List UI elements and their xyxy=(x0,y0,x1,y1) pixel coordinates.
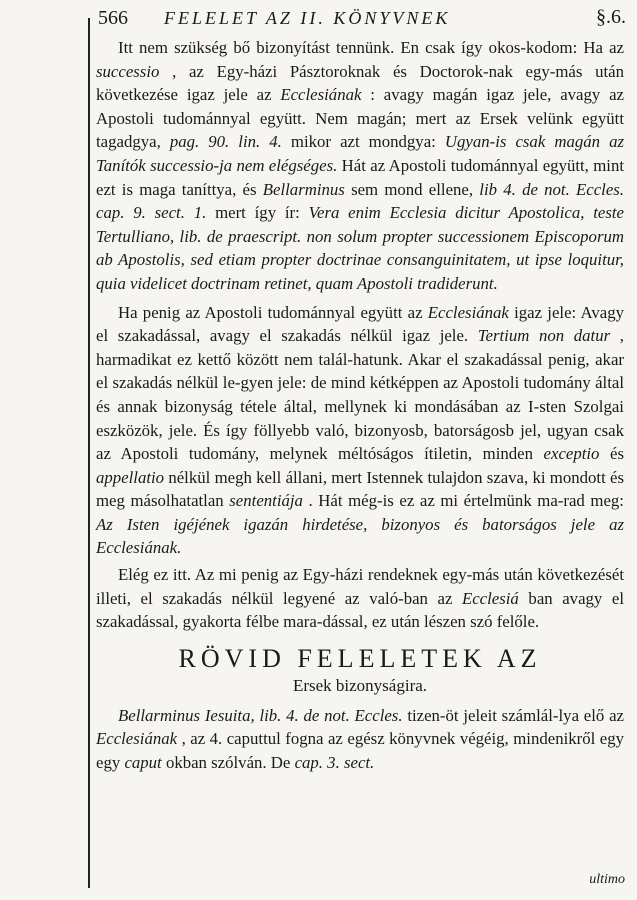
italic-run: Az Isten igéjének igazán hirdetése, bizonyos és batorságos jele az Ecclesiának. xyxy=(96,514,624,558)
text-run: Ha penig az Apostoli tudománnyal együtt az xyxy=(118,302,428,322)
text-run: másolhatatlan xyxy=(130,491,230,511)
italic-run: Ecclesiának xyxy=(280,85,362,105)
text-run: batorságosb jel, ugyan csak az Apostoli tudomány, melynek xyxy=(96,420,625,464)
text-run: : avagy xyxy=(370,85,433,105)
text-run: Elég ez itt. Az mi penig az Egy-házi rendeknek egy-más xyxy=(118,565,504,585)
text-run: gyen jele: de mind kétképpen az Apostoli tudomány által és xyxy=(96,373,624,416)
italic-run: Bellarminus Iesuita, lib. 4. de not. Eccles. xyxy=(118,705,403,725)
italic-run: Tertium non datur xyxy=(477,326,611,346)
text-run: mert így ír: xyxy=(215,203,309,223)
italic-run: cap. 3. sect. xyxy=(294,753,375,773)
text-run: ban az xyxy=(403,588,462,608)
text-run: ban avagy el szakadással, gyakorta félbe mara- xyxy=(96,588,624,632)
page-number: 566 xyxy=(98,6,128,29)
text-run: sten Szolgai eszközök, jele. És így föllyebb való, bizonyosb, xyxy=(96,396,624,440)
italic-run: caput xyxy=(124,753,162,773)
text-run: magán; mert az Ersek velünk együtt tagadgya, xyxy=(96,108,624,152)
running-title: FELELET AZ II. KÖNYVNEK xyxy=(164,7,451,28)
italic-run: exceptio xyxy=(543,444,600,464)
text-run: rad meg: xyxy=(563,491,624,511)
text-run: végéig, mindenikről egy egy xyxy=(96,729,625,773)
text-run: , harmadikat ez kettő között nem talál- xyxy=(96,326,624,369)
text-run: sem mond ellene, xyxy=(351,179,480,199)
body-text xyxy=(96,36,624,775)
text-run: igaz jele: Avagy el szakadással, avagy el szakadás nélkül igaz xyxy=(96,302,624,346)
section-subheading: Ersek bizonyságira. xyxy=(292,675,428,695)
italic-run: appellatio xyxy=(96,467,165,487)
text-run: lya elő az xyxy=(558,705,624,725)
page-header xyxy=(98,4,630,32)
text-run: nélkül megh xyxy=(168,467,257,487)
italic-run: lib 4. de not. Eccles. cap. 9. sect. 1. xyxy=(96,179,624,223)
text-run: , az 4. caputtul fogna az egész könyvnek xyxy=(181,729,460,749)
text-run: annak bizonyság tétele által, mellynek ki mondásában az I- xyxy=(117,396,540,416)
text-run: Hát az Apostoli tudománnyal együtt, mint xyxy=(341,155,625,175)
paragraph-1 xyxy=(96,36,624,296)
section-mark: §.6. xyxy=(596,6,626,28)
text-run: és xyxy=(610,444,624,464)
text-run: után következését illeti, el szakadás nélkül legyené az való- xyxy=(96,565,624,608)
text-run: , az Egy-házi Pásztoroknak és Doctorok- xyxy=(172,61,489,81)
italic-run: Ecclesiá xyxy=(461,588,519,608)
text-run: . Hát még-is ez az mi értelmünk ma- xyxy=(308,491,564,511)
paragraph-3 xyxy=(96,563,624,634)
text-run: magán igaz jele, avagy az Apostoli tudománnyal együtt. Nem xyxy=(96,85,624,128)
closing-paragraph xyxy=(96,704,624,775)
italic-run: pag. 90. lin. 4. xyxy=(169,132,282,152)
text-run: nak egy-más után következése igaz jele az xyxy=(96,61,624,105)
text-run: dással, ez után lészen szó felőle. xyxy=(322,612,540,632)
italic-run: Ecclesiának xyxy=(96,729,178,749)
text-run: kodom: Ha az xyxy=(525,38,624,57)
italic-run: Ugyan-is csak magán az Tanítók successio-ja nem elégséges. xyxy=(96,132,624,175)
page-border-rule xyxy=(88,18,90,888)
italic-run: Bellarminus xyxy=(262,179,345,199)
paragraph-2 xyxy=(96,301,624,561)
text-run: okban szólván. De xyxy=(165,753,295,773)
text-run: tizen-öt jeleit számlál- xyxy=(407,705,559,725)
text-run: kell állani, mert Istennek tulajdon szava, ki mondott és meg xyxy=(96,467,624,511)
text-run: hatunk. Akar el szakadással penig, akar el szakadás nélkül le- xyxy=(96,349,624,393)
italic-run: successio xyxy=(96,61,160,81)
text-run: mikor azt mondgya: xyxy=(290,132,445,152)
text-run: méltóságos ítiletin, minden xyxy=(338,444,544,464)
italic-run: sententiája xyxy=(229,491,303,511)
catchword: ultimo xyxy=(589,872,625,887)
text-run: Itt nem szükség bő bizonyítást tennünk. En csak így okos- xyxy=(118,38,526,57)
italic-run: Vera enim Ecclesia dicitur Apostolica, teste Tertulliano, lib. de praescript. non solum propter successionem Episcoporum ab Apostolis, sed etiam propter doctrinae consanguinitatem, ut ipse loquitur, quia videlicet doctrinam retinet, quam Apostoli tradiderunt. xyxy=(96,203,624,293)
italic-run: Ecclesiának xyxy=(427,302,509,322)
section-heading: RÖVID FELELETEK AZ xyxy=(178,643,542,673)
text-run: jele. xyxy=(439,326,478,346)
text-run: ezt is maga taníttya, és xyxy=(96,179,263,199)
